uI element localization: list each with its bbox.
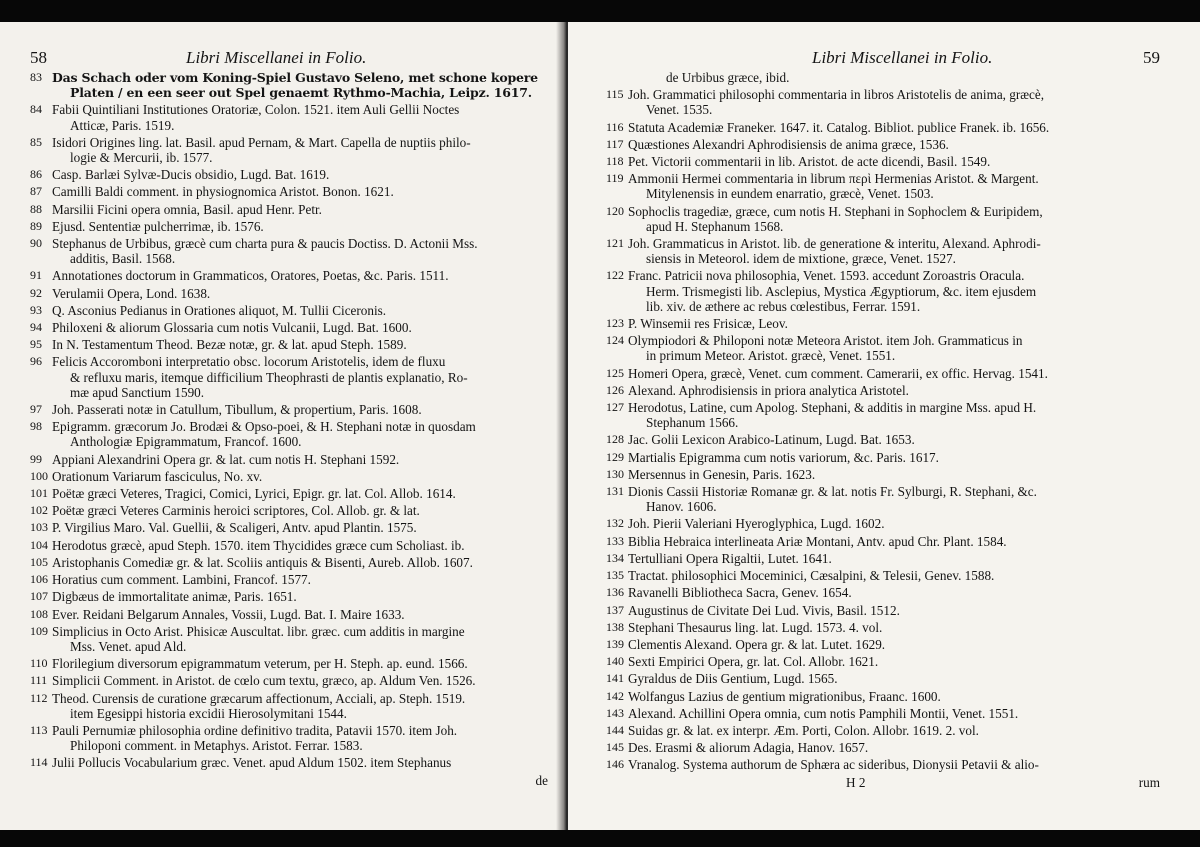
entry-line: Florilegium diversorum epigrammatum veterum, per H. Steph. ap. eund. 1566. <box>52 656 468 672</box>
entry-line: Marsilii Ficini opera omnia, Basil. apud Henr. Petr. <box>52 201 322 217</box>
entry-line: Stephanum 1566. <box>646 415 739 431</box>
catalog-entry <box>30 673 548 688</box>
entry-line: Verulamii Opera, Lond. 1638. <box>52 285 211 301</box>
right-page-number: 59 <box>1143 48 1160 67</box>
entry-line: Alexand. Achillini Opera omnia, cum notis Pamphili Montii, Venet. 1551. <box>628 705 1019 721</box>
entry-number: 126 <box>606 382 624 397</box>
entry-text <box>628 603 1160 618</box>
entry-number: 102 <box>30 503 48 518</box>
entry-number: 114 <box>30 755 48 770</box>
entry-text <box>52 184 548 199</box>
entry-number: 143 <box>606 705 624 720</box>
entry-line: logie & Mercurii, ib. 1577. <box>70 150 213 166</box>
entry-line: Mss. Venet. apud Ald. <box>70 638 187 654</box>
entry-text <box>628 568 1160 583</box>
catalog-entry <box>30 337 548 352</box>
catalog-entry <box>30 555 548 570</box>
catalog-entry <box>30 452 548 467</box>
entry-number: 105 <box>30 554 48 569</box>
entry-text <box>628 723 1160 738</box>
left-entry-list <box>30 70 548 771</box>
entry-number: 117 <box>606 136 624 151</box>
entry-text <box>52 452 548 467</box>
entry-text <box>52 589 548 604</box>
entry-number: 123 <box>606 316 624 331</box>
entry-number: 104 <box>30 537 48 552</box>
entry-text <box>628 706 1160 721</box>
entry-number: 88 <box>30 201 42 216</box>
entry-text <box>52 555 548 570</box>
catalog-entry <box>606 740 1160 755</box>
catalog-entry <box>606 671 1160 686</box>
entry-number: 137 <box>606 602 624 617</box>
entry-line: Augustinus de Civitate Dei Lud. Vivis, Basil. 1512. <box>628 602 900 618</box>
entry-number: 107 <box>30 589 48 604</box>
catalog-entry <box>606 333 1160 363</box>
entry-line: Jac. Golii Lexicon Arabico-Latinum, Lugd. Bat. 1653. <box>628 432 915 448</box>
catalog-entry <box>606 534 1160 549</box>
entry-line: Pet. Victorii commentarii in lib. Aristot. de acte dicendi, Basil. 1549. <box>628 154 991 170</box>
entry-number: 134 <box>606 550 624 565</box>
catalog-entry <box>606 689 1160 704</box>
entry-line: Epigramm. græcorum Jo. Brodæi & Opso-poei, & H. Stephani notæ in quosdam <box>52 419 476 435</box>
entry-number: 127 <box>606 400 624 415</box>
entry-number: 139 <box>606 636 624 651</box>
entry-number: 91 <box>30 268 42 283</box>
catalog-entry <box>606 585 1160 600</box>
entry-line: additis, Basil. 1568. <box>70 251 176 267</box>
entry-number: 100 <box>30 468 48 483</box>
entry-number: 113 <box>30 722 48 737</box>
catalog-entry <box>30 538 548 553</box>
entry-line: Simplicius in Octo Arist. Phisicæ Auscultat. libr. græc. cum additis in margine <box>52 623 465 639</box>
entry-number: 109 <box>30 623 48 638</box>
entry-text <box>52 469 548 484</box>
entry-text <box>628 268 1160 314</box>
entry-line: Casp. Barlæi Sylvæ-Ducis obsidio, Lugd. Bat. 1619. <box>52 167 330 183</box>
catalog-entry <box>606 723 1160 738</box>
catalog-entry <box>606 366 1160 381</box>
entry-number: 122 <box>606 268 624 283</box>
catalog-entry <box>30 202 548 217</box>
entry-text <box>628 137 1160 152</box>
entry-text <box>628 171 1160 201</box>
catalog-entry <box>606 516 1160 531</box>
entry-text <box>52 303 548 318</box>
entry-text <box>52 607 548 622</box>
entry-line: Ejusd. Sententiæ pulcherrimæ, ib. 1576. <box>52 218 264 234</box>
entry-number: 141 <box>606 671 624 686</box>
entry-text <box>52 419 548 449</box>
entry-number: 110 <box>30 656 48 671</box>
catalog-entry <box>606 316 1160 331</box>
scan-bottom-border <box>0 830 1200 847</box>
entry-line: Poëtæ græci Veteres Carminis heroici scriptores, Col. Allob. gr. & lat. <box>52 503 420 519</box>
left-page-header <box>30 48 548 70</box>
entry-line: Ravanelli Bibliotheca Sacra, Genev. 1654. <box>628 585 852 601</box>
catalog-entry <box>606 154 1160 169</box>
entry-line: Poëtæ græci Veteres, Tragici, Comici, Lyrici, Epigr. gr. lat. Col. Allob. 1614. <box>52 486 456 502</box>
catalog-entry <box>30 268 548 283</box>
entry-text <box>52 286 548 301</box>
entry-line: Philoponi comment. in Metaphys. Aristot. Ferrar. 1583. <box>70 738 363 754</box>
entry-text <box>628 87 1160 117</box>
entry-line: item Egesippi historia excidii Hierosolymitani 1544. <box>70 705 347 721</box>
entry-line: Alexand. Aphrodisiensis in priora analytica Aristotel. <box>628 382 909 398</box>
entry-number: 96 <box>30 354 42 369</box>
left-catchword: de <box>535 772 548 788</box>
entry-text <box>52 402 548 417</box>
entry-text <box>52 135 548 165</box>
entry-line: Herodotus, Latine, cum Apolog. Stephani, & additis in margine Mss. apud H. <box>628 400 1037 416</box>
entry-number: 98 <box>30 419 42 434</box>
entry-number: 101 <box>30 486 48 501</box>
entry-line: Q. Asconius Pedianus in Orationes aliquot, M. Tullii Ciceronis. <box>52 302 387 318</box>
entry-text <box>628 450 1160 465</box>
catalog-entry <box>30 184 548 199</box>
entry-text <box>52 503 548 518</box>
entry-text <box>628 689 1160 704</box>
entry-number: 128 <box>606 432 624 447</box>
entry-text <box>628 316 1160 331</box>
left-running-title: Libri Miscellanei in Folio. <box>186 48 367 67</box>
entry-number: 89 <box>30 218 42 233</box>
catalog-entry <box>606 204 1160 234</box>
entry-text <box>628 120 1160 135</box>
entry-line: Sophoclis tragediæ, græce, cum notis H. Stephani in Sophoclem & Euripidem, <box>628 203 1043 219</box>
right-footer-line <box>606 775 1160 791</box>
catalog-entry <box>30 656 548 671</box>
catalog-entry <box>30 219 548 234</box>
entry-line: Tractat. philosophici Moceminici, Cæsalpini, & Telesii, Genev. 1588. <box>628 568 995 584</box>
catalog-entry <box>606 87 1160 117</box>
entry-text <box>628 620 1160 635</box>
entry-number: 121 <box>606 236 624 251</box>
entry-line: Clementis Alexand. Opera gr. & lat. Lutet. 1629. <box>628 636 886 652</box>
entry-line: Julii Pollucis Vocabularium græc. Venet. apud Aldum 1502. item Stephanus <box>52 755 452 771</box>
entry-text <box>52 673 548 688</box>
entry-line: Herodotus græcè, apud Steph. 1570. item Thycidides græce cum Scholiast. ib. <box>52 537 465 553</box>
entry-line: Hanov. 1606. <box>646 499 717 515</box>
entry-text <box>52 755 548 770</box>
entry-line: Sexti Empirici Opera, gr. lat. Col. Allobr. 1621. <box>628 654 879 670</box>
entry-text <box>628 484 1160 514</box>
catalog-entry <box>30 755 548 770</box>
entry-number: 129 <box>606 449 624 464</box>
catalog-entry <box>30 624 548 654</box>
catalog-entry <box>606 757 1160 772</box>
entry-number: 115 <box>606 87 624 102</box>
entry-number: 83 <box>30 70 42 84</box>
catalog-entry <box>606 383 1160 398</box>
entry-number: 130 <box>606 466 624 481</box>
right-page <box>568 22 1200 830</box>
entry-number: 111 <box>30 673 48 688</box>
entry-line: Annotationes doctorum in Grammaticos, Oratores, Poetas, &c. Paris. 1511. <box>52 268 449 284</box>
entry-number: 135 <box>606 568 624 583</box>
entry-text <box>52 572 548 587</box>
catalog-entry <box>30 286 548 301</box>
entry-number: 108 <box>30 606 48 621</box>
entry-line: P. Virgilius Maro. Val. Guellii, & Scaligeri, Antv. apud Plantin. 1575. <box>52 520 417 536</box>
entry-text <box>628 654 1160 669</box>
catalog-entry <box>606 400 1160 430</box>
entry-line: Herm. Trismegisti lib. Asclepius, Mystica Ægyptiorum, &c. item ejusdem <box>646 283 1037 299</box>
entry-line: Fabii Quintiliani Institutiones Oratoriæ, Colon. 1521. item Auli Gellii Noctes <box>52 102 460 118</box>
catalog-entry <box>606 637 1160 652</box>
right-catchword: rum <box>1138 774 1160 790</box>
catalog-entry <box>30 419 548 449</box>
scan-top-border <box>0 0 1200 22</box>
catalog-entry <box>606 467 1160 482</box>
entry-line: Atticæ, Paris. 1519. <box>70 117 175 133</box>
entry-line: Simplicii Comment. in Aristot. de cœlo cum textu, græco, ap. Aldum Ven. 1526. <box>52 673 476 689</box>
entry-number: 116 <box>606 119 624 134</box>
entry-line: Suidas gr. & lat. ex interpr. Æm. Porti, Colon. Allobr. 1619. 2. vol. <box>628 722 979 738</box>
entry-number: 99 <box>30 451 42 466</box>
left-page <box>0 22 562 830</box>
entry-line: Horatius cum comment. Lambini, Francof. 1577. <box>52 572 311 588</box>
entry-text <box>628 551 1160 566</box>
catalog-entry <box>606 484 1160 514</box>
entry-number: 133 <box>606 533 624 548</box>
entry-text <box>628 400 1160 430</box>
entry-text <box>628 432 1160 447</box>
entry-text <box>52 624 548 654</box>
entry-number: 118 <box>606 154 624 169</box>
catalog-entry <box>30 303 548 318</box>
catalog-entry <box>30 691 548 721</box>
catalog-entry <box>30 236 548 266</box>
entry-text <box>52 70 548 100</box>
entry-line: Theod. Curensis de curatione græcarum affectionum, Acciali, ap. Steph. 1519. <box>52 690 466 706</box>
entry-number: 93 <box>30 302 42 317</box>
entry-line: Das Schach oder vom Koning-Spiel Gustavo Seleno, met schone kopere <box>52 70 538 85</box>
entry-line: Mersennus in Genesin, Paris. 1623. <box>628 466 816 482</box>
entry-line: Joh. Passerati notæ in Catullum, Tibullum, & propertium, Paris. 1608. <box>52 402 422 418</box>
entry-text <box>628 383 1160 398</box>
catalog-entry <box>30 520 548 535</box>
entry-text <box>52 691 548 721</box>
right-entry-list <box>606 87 1160 772</box>
entry-text <box>52 236 548 266</box>
entry-text <box>52 520 548 535</box>
entry-text <box>628 204 1160 234</box>
entry-number: 125 <box>606 365 624 380</box>
catalog-entry <box>30 70 548 100</box>
entry-text <box>628 516 1160 531</box>
catalog-entry <box>606 551 1160 566</box>
entry-line: Vranalog. Systema authorum de Sphæra ac sideribus, Dionysii Petavii & alio- <box>628 757 1039 773</box>
entry-number: 146 <box>606 757 624 772</box>
entry-text <box>628 740 1160 755</box>
entry-text <box>52 219 548 234</box>
entry-line: Digbæus de immortalitate animæ, Paris. 1651. <box>52 589 297 605</box>
right-page-header <box>606 48 1160 70</box>
entry-line: Biblia Hebraica interlineata Ariæ Montani, Antv. apud Chr. Plant. 1584. <box>628 533 1007 549</box>
entry-line: Isidori Origines ling. lat. Basil. apud Pernam, & Mart. Capella de nuptiis philo- <box>52 134 471 150</box>
entry-line: Homeri Opera, græcè, Venet. cum comment. Camerarii, ex offic. Hervag. 1541. <box>628 365 1048 381</box>
entry-text <box>52 656 548 671</box>
catalog-entry <box>606 620 1160 635</box>
entry-line: Dionis Cassii Historiæ Romanæ gr. & lat. notis Fr. Sylburgi, R. Stephani, &c. <box>628 484 1037 500</box>
entry-text <box>52 486 548 501</box>
entry-line: Stephani Thesaurus ling. lat. Lugd. 1573. 4. vol. <box>628 619 883 635</box>
entry-line: Ever. Reidani Belgarum Annales, Vossii, Lugd. Bat. I. Maire 1633. <box>52 606 405 622</box>
entry-number: 87 <box>30 184 42 199</box>
entry-line: Felicis Accoromboni interpretatio obsc. locorum Aristotelis, idem de fluxu <box>52 354 446 370</box>
catalog-entry <box>30 607 548 622</box>
entry-line: apud H. Stephanum 1568. <box>646 218 784 234</box>
catalog-entry <box>30 486 548 501</box>
catalog-entry <box>606 450 1160 465</box>
entry-line: In N. Testamentum Theod. Bezæ notæ, gr. & lat. apud Steph. 1589. <box>52 337 407 353</box>
entry-text <box>52 167 548 182</box>
signature-mark: H 2 <box>846 774 866 790</box>
entry-number: 86 <box>30 167 42 182</box>
entry-number: 103 <box>30 520 48 535</box>
catalog-entry <box>30 402 548 417</box>
entry-text <box>52 723 548 753</box>
entry-text <box>52 337 548 352</box>
entry-line: Franc. Patricii nova philosophia, Venet. 1593. accedunt Zoroastris Oracula. <box>628 268 1025 284</box>
entry-line: Wolfangus Lazius de gentium migrationibus, Fraanc. 1600. <box>628 688 941 704</box>
entry-number: 136 <box>606 585 624 600</box>
entry-number: 144 <box>606 722 624 737</box>
catalog-entry <box>606 706 1160 721</box>
entry-text <box>52 268 548 283</box>
entry-number: 132 <box>606 516 624 531</box>
entry-line: Martialis Epigramma cum notis variorum, &c. Paris. 1617. <box>628 449 939 465</box>
entry-line: Platen / en een seer out Spel genaemt Rythmo-Machia, Leipz. 1617. <box>70 85 532 101</box>
entry-number: 106 <box>30 572 48 587</box>
entry-line: Olympiodori & Philoponi notæ Meteora Aristot. item Joh. Grammaticus in <box>628 333 1023 349</box>
entry-text <box>52 202 548 217</box>
entry-number: 92 <box>30 285 42 300</box>
left-catchword-line <box>30 773 548 789</box>
entry-line: Camilli Baldi comment. in physiognomica Aristot. Bonon. 1621. <box>52 184 394 200</box>
entry-text <box>628 671 1160 686</box>
entry-line: Tertulliani Opera Rigaltii, Lutet. 1641. <box>628 550 832 566</box>
entry-number: 138 <box>606 619 624 634</box>
catalog-entry <box>30 102 548 132</box>
entry-number: 124 <box>606 333 624 348</box>
catalog-entry <box>30 572 548 587</box>
entry-line: in primum Meteor. Aristot. græcè, Venet. 1551. <box>646 348 896 364</box>
left-page-number: 58 <box>30 48 47 67</box>
entry-text <box>628 154 1160 169</box>
entry-line: Anthologiæ Epigrammatum, Francof. 1600. <box>70 434 302 450</box>
catalog-entry <box>30 469 548 484</box>
entry-number: 84 <box>30 102 42 117</box>
catalog-entry <box>606 171 1160 201</box>
entry-line: siensis in Meteorol. idem de mixtione, græce, Venet. 1527. <box>646 251 956 267</box>
entry-line: lib. xiv. de æthere ac rebus cœlestibus, Ferrar. 1591. <box>646 298 921 314</box>
catalog-entry <box>606 654 1160 669</box>
entry-text <box>628 333 1160 363</box>
entry-line: Mitylenensis in eundem enarratio, græcè, Venet. 1503. <box>646 186 934 202</box>
entry-number: 94 <box>30 320 42 335</box>
entry-text <box>628 585 1160 600</box>
catalog-entry <box>606 432 1160 447</box>
entry-line: Venet. 1535. <box>646 102 713 118</box>
catalog-entry <box>30 589 548 604</box>
catalog-entry <box>30 723 548 753</box>
entry-number: 131 <box>606 484 624 499</box>
entry-number: 120 <box>606 203 624 218</box>
entry-number: 85 <box>30 134 42 149</box>
entry-line: Appiani Alexandrini Opera gr. & lat. cum notis H. Stephani 1592. <box>52 451 400 467</box>
catalog-entry <box>606 120 1160 135</box>
catalog-entry <box>30 503 548 518</box>
catalog-entry <box>30 320 548 335</box>
entry-line: Des. Erasmi & aliorum Adagia, Hanov. 1657. <box>628 740 869 756</box>
entry-text <box>628 236 1160 266</box>
entry-line: Pauli Pernumiæ philosophia ordine definitivo tradita, Patavii 1570. item Joh. <box>52 722 458 738</box>
entry-line: Joh. Grammaticus in Aristot. lib. de generatione & interitu, Alexand. Aphrodi- <box>628 236 1041 252</box>
catalog-entry <box>606 568 1160 583</box>
catalog-entry <box>30 167 548 182</box>
entry-text <box>52 320 548 335</box>
entry-line: Stephanus de Urbibus, græcè cum charta pura & paucis Doctiss. D. Actonii Mss. <box>52 236 478 252</box>
entry-line: Aristophanis Comediæ gr. & lat. Scoliis antiquis & Bisenti, Aureb. Allob. 1607. <box>52 554 473 570</box>
entry-number: 112 <box>30 690 48 705</box>
catalog-entry <box>606 236 1160 266</box>
entry-text <box>52 354 548 400</box>
entry-number: 142 <box>606 688 624 703</box>
right-running-title: Libri Miscellanei in Folio. <box>812 48 993 67</box>
entry-line: P. Winsemii res Frisicæ, Leov. <box>628 316 788 332</box>
catalog-entry <box>606 268 1160 314</box>
entry-line: Philoxeni & aliorum Glossaria cum notis Vulcanii, Lugd. Bat. 1600. <box>52 320 412 336</box>
entry-number: 140 <box>606 654 624 669</box>
entry-text <box>628 637 1160 652</box>
entry-text <box>628 534 1160 549</box>
entry-number: 90 <box>30 236 42 251</box>
entry-text <box>628 467 1160 482</box>
catalog-entry <box>606 137 1160 152</box>
entry-line: Statuta Academiæ Franeker. 1647. it. Catalog. Bibliot. publice Franek. ib. 1656. <box>628 119 1050 135</box>
entry-line: mæ apud Sanctium 1590. <box>70 384 205 400</box>
catalog-entry <box>606 603 1160 618</box>
catalog-entry <box>30 135 548 165</box>
entry-number: 119 <box>606 171 624 186</box>
entry-number: 145 <box>606 740 624 755</box>
entry-line: Orationum Variarum fasciculus, No. xv. <box>52 468 263 484</box>
right-continuation-line: de Urbibus græce, ibid. <box>666 70 790 85</box>
entry-line: Quæstiones Alexandri Aphrodisiensis de anima græce, 1536. <box>628 136 949 152</box>
entry-text <box>52 538 548 553</box>
entry-number: 95 <box>30 337 42 352</box>
catalog-entry <box>30 354 548 400</box>
entry-line: Joh. Pierii Valeriani Hyeroglyphica, Lugd. 1602. <box>628 516 885 532</box>
entry-number: 97 <box>30 402 42 417</box>
entry-line: & refluxu maris, itemque difficilium Theophrasti de plantis explanatio, Ro- <box>70 369 468 385</box>
entry-line: Joh. Grammatici philosophi commentaria in libros Aristotelis de anima, græcè, <box>628 87 1045 103</box>
entry-line: Ammonii Hermei commentaria in librum περὶ Hermenias Aristot. & Margent. <box>628 171 1039 187</box>
entry-text <box>52 102 548 132</box>
entry-text <box>628 366 1160 381</box>
entry-text <box>628 757 1160 772</box>
entry-line: Gyraldus de Diis Gentium, Lugd. 1565. <box>628 671 838 687</box>
